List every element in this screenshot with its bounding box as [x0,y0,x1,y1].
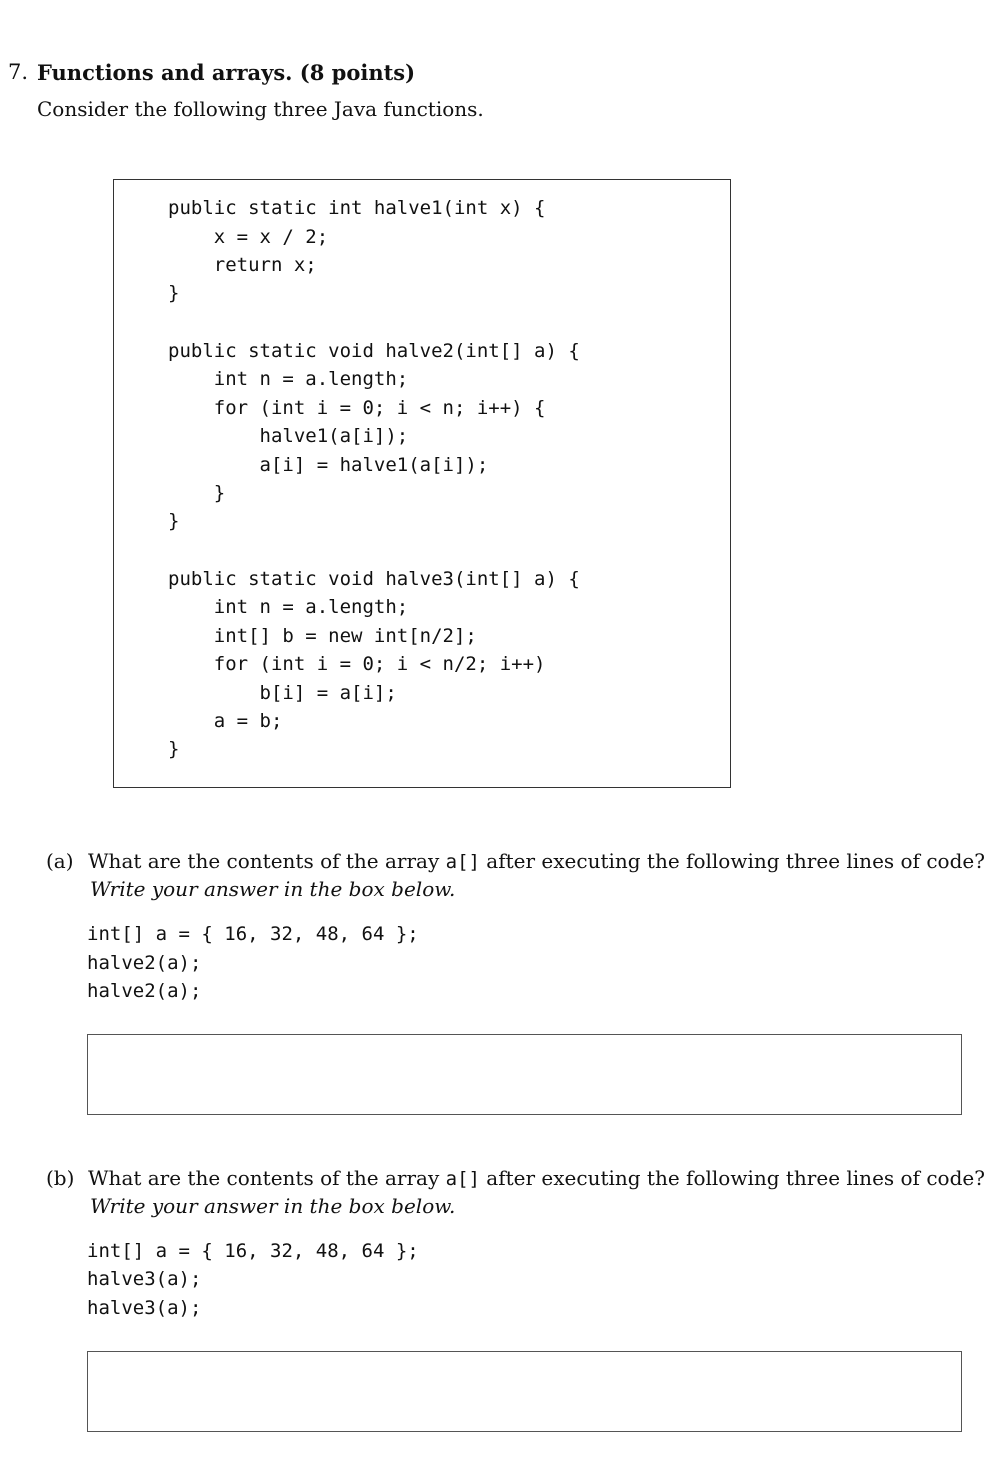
code-line: } [168,738,180,760]
prompt-text: What are the contents of the array [88,1166,446,1190]
part-b-code-line: halve3(a); [87,1297,202,1319]
part-b-answer-box[interactable] [87,1351,962,1432]
part-a-instruction: Write your answer in the box below. [90,877,456,901]
part-a-code-line: halve2(a); [87,980,202,1002]
prompt-text: after executing the following three lines of code? [479,1166,985,1190]
part-a-code-line: halve2(a); [87,952,202,974]
code-line: } [168,282,180,304]
code-line: x = x / 2; [168,226,329,248]
code-line: a[i] = halve1(a[i]); [168,454,489,476]
code-line: } [168,482,226,504]
part-a-code-line: int[] a = { 16, 32, 48, 64 }; [87,923,419,945]
code-line: a = b; [168,710,283,732]
prompt-text: after executing the following three lines of code? [479,849,985,873]
part-b-instruction: Write your answer in the box below. [90,1194,456,1218]
code-line: int n = a.length; [168,596,409,618]
question-title: Functions and arrays. (8 points) [37,60,416,85]
code-line: b[i] = a[i]; [168,682,397,704]
code-line: int[] b = new int[n/2]; [168,625,477,647]
code-line: public static int halve1(int x) { [168,197,546,219]
question-number: 7. [8,60,29,84]
question-intro: Consider the following three Java functions. [37,97,484,121]
part-a-answer-box[interactable] [87,1034,962,1115]
code-line: public static void halve3(int[] a) { [168,568,580,590]
prompt-text: What are the contents of the array [88,849,446,873]
code-line: halve1(a[i]); [168,425,409,447]
part-b-prompt [88,1166,985,1190]
prompt-code: a[] [445,851,480,873]
code-line: } [168,510,180,532]
prompt-code: a[] [445,1168,480,1190]
code-line: public static void halve2(int[] a) { [168,340,580,362]
part-b-label: (b) [46,1166,75,1190]
part-b-code-line: int[] a = { 16, 32, 48, 64 }; [87,1240,419,1262]
code-line: for (int i = 0; i < n/2; i++) [168,653,546,675]
code-listing-box [113,179,731,788]
part-b-code-line: halve3(a); [87,1268,202,1290]
part-a-prompt [88,849,985,873]
part-a-label: (a) [46,849,74,873]
code-line: for (int i = 0; i < n; i++) { [168,397,546,419]
code-line: return x; [168,254,317,276]
code-line: int n = a.length; [168,368,409,390]
